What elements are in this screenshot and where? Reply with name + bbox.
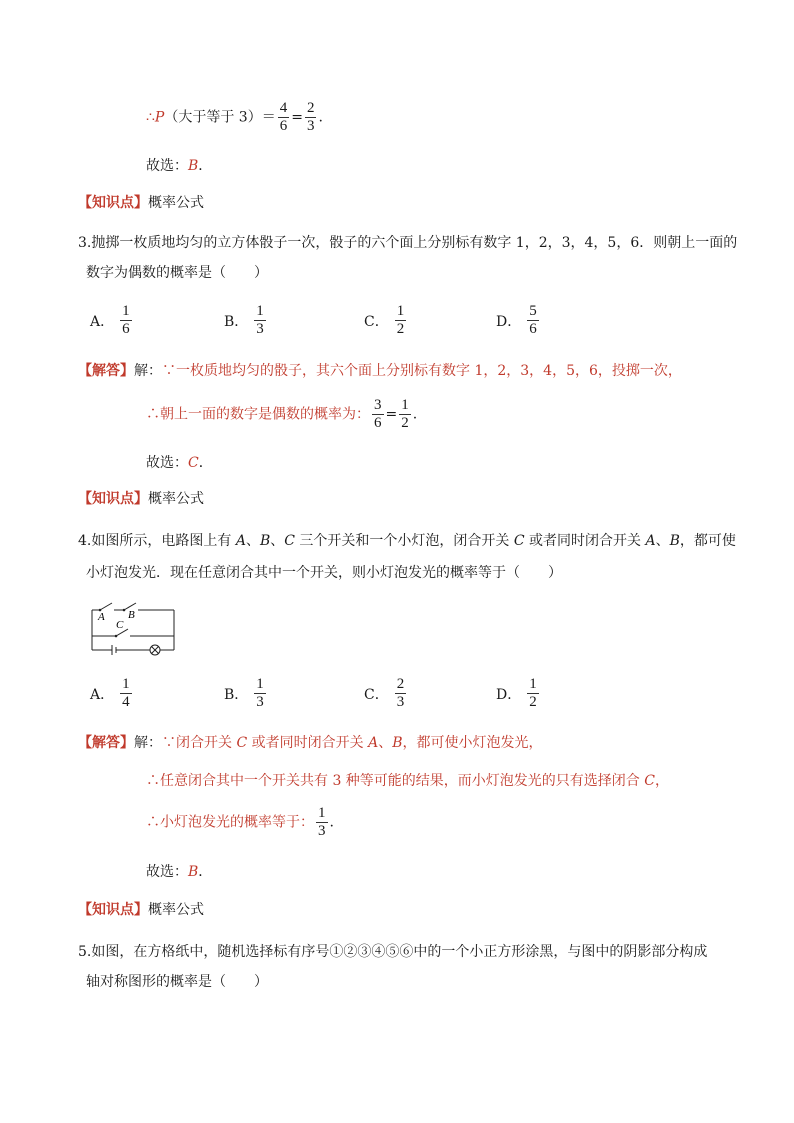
q3-solution-line1: 【解答】解：∵一枚质地均匀的骰子，其六个面上分别标有数字 1，2，3，4，5，6，投掷一次， bbox=[78, 363, 682, 379]
q4-stem-line1: 4.如图所示，电路图上有 A、B、C 三个开关和一个小灯泡，闭合开关 C 或者同时闭合开关 A、B，都可使 bbox=[78, 533, 736, 549]
q4-option-c[interactable]: C． $\frac{2}{3}$ bbox=[364, 676, 405, 710]
q4-option-a[interactable]: A． $\frac{1}{4}$ bbox=[90, 676, 130, 710]
q3-option-a[interactable]: A． $\frac{1}{6}$ bbox=[90, 303, 130, 337]
q3-stem-line2: 数字为偶数的概率是（ ） bbox=[86, 265, 268, 281]
q3-option-d[interactable]: D． $\frac{5}{6}$ bbox=[496, 303, 537, 337]
q4-solution-line3: ∴小灯泡发光的概率等于： $\frac{1}{3}$ . bbox=[146, 805, 334, 839]
q4-option-b[interactable]: B． $\frac{1}{3}$ bbox=[224, 676, 264, 710]
q2-answer: 故选：B． bbox=[146, 158, 213, 174]
q3-option-b[interactable]: B． $\frac{1}{3}$ bbox=[224, 303, 264, 337]
q2-probability-line: ∴P（大于等于 3）＝ $\frac{4}{6}$ = $\frac{2}{3}$ . bbox=[146, 100, 323, 134]
switch-a-label: A bbox=[98, 611, 105, 623]
q4-answer: 故选：B． bbox=[146, 864, 213, 880]
q5-stem-line2: 轴对称图形的概率是（ ） bbox=[86, 974, 268, 990]
q4-solution-line1: 【解答】解：∵闭合开关 C 或者同时闭合开关 A、B，都可使小灯泡发光， bbox=[78, 735, 543, 751]
switch-b-label: B bbox=[128, 609, 135, 621]
q3-option-c[interactable]: C． $\frac{1}{2}$ bbox=[364, 303, 405, 337]
knowledge-point-1: 【知识点】概率公式 bbox=[78, 195, 204, 211]
fraction: $\frac{2}{3}$ bbox=[306, 100, 315, 134]
switch-c-label: C bbox=[116, 619, 124, 631]
q3-solution-line2: ∴朝上一面的数字是偶数的概率为： $\frac{3}{6}$ = $\frac{1}{2}$ . bbox=[146, 397, 418, 431]
q3-stem-line1: 3.抛掷一枚质地均匀的立方体骰子一次，骰子的六个面上分别标有数字 1，2，3，4，5，6．则朝上一面的 bbox=[78, 235, 738, 251]
q4-solution-line2: ∴任意闭合其中一个开关共有 3 种等可能的结果，而小灯泡发光的只有选择闭合 C， bbox=[146, 773, 669, 789]
knowledge-point-3: 【知识点】概率公式 bbox=[78, 902, 204, 918]
circuit-diagram bbox=[88, 598, 180, 660]
q4-stem-line2: 小灯泡发光．现在任意闭合其中一个开关，则小灯泡发光的概率等于（ ） bbox=[86, 565, 562, 581]
knowledge-point-2: 【知识点】概率公式 bbox=[78, 491, 204, 507]
q5-stem-line1: 5.如图，在方格纸中，随机选择标有序号①②③④⑤⑥中的一个小正方形涂黑，与图中的阴影部分构成 bbox=[78, 944, 708, 960]
q4-option-d[interactable]: D． $\frac{1}{2}$ bbox=[496, 676, 537, 710]
q3-answer: 故选：C． bbox=[146, 455, 213, 471]
fraction: $\frac{4}{6}$ bbox=[279, 100, 288, 134]
